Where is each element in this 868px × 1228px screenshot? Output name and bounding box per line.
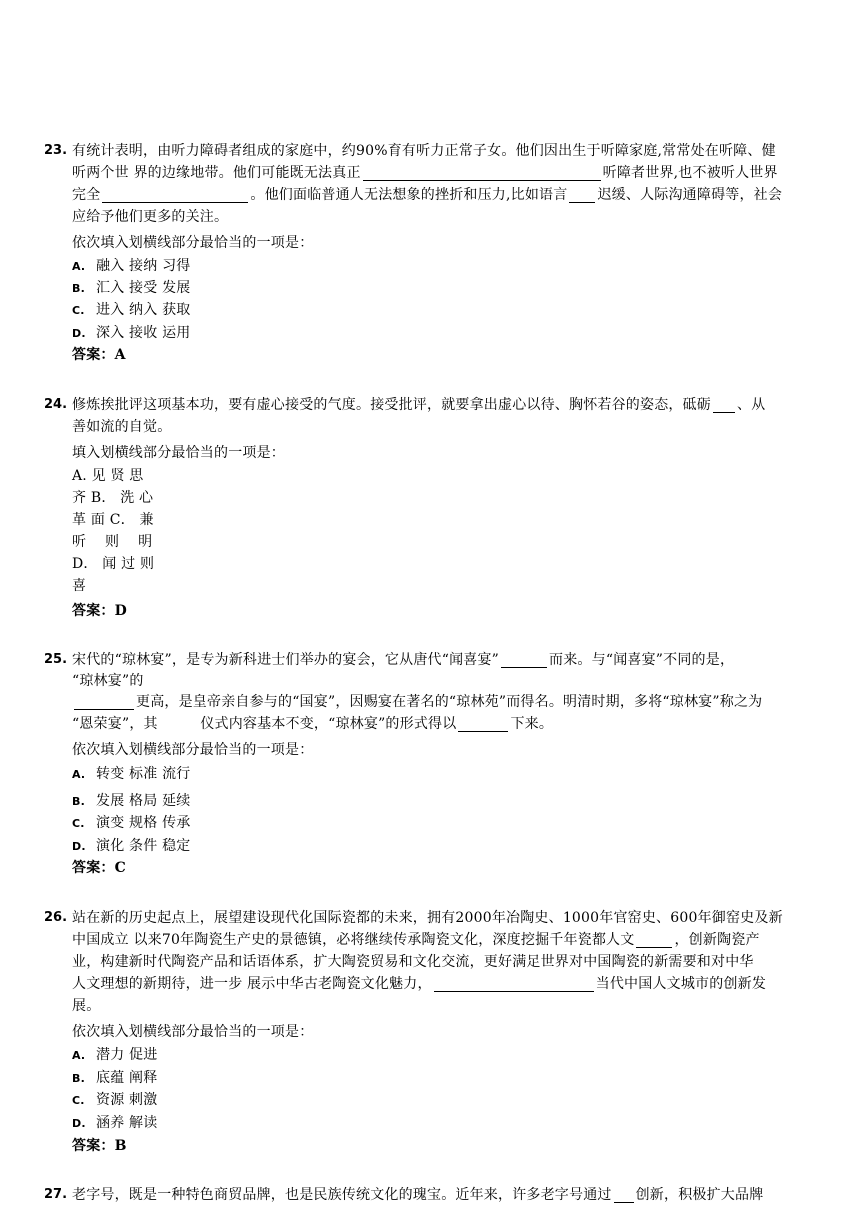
stem-line: 中国成立 以来70年陶瓷生产史的景德镇，必将继续传承陶瓷文化，深度挖掘千年瓷都人文 ，创新陶瓷产 [72,932,760,948]
stem-line: 展。 [72,998,101,1014]
blank-line [614,1186,634,1203]
option-line: 听 则 明 [72,534,153,550]
question-prompt: 依次填入划横线部分最恰当的一项是： [72,235,314,251]
answer-label: 答案：B [72,1138,127,1154]
question-prompt: 填入划横线部分最恰当的一项是： [72,445,285,461]
option-line: 齐 B． 洗 心 [72,490,154,506]
stem-line: 应给予他们更多的关注。 [72,209,229,225]
option-d: D. 涵养 解读 [72,1115,158,1131]
question-number: 23. [44,143,68,158]
answer-label: 答案：D [72,603,127,619]
blank-line [636,931,672,948]
blank-line [458,715,508,732]
option-line: D． 闻 过 则 [72,556,155,572]
stem-line: 更高，是皇帝亲自参与的“国宴”，因赐宴在著名的“琼林苑”而得名。明清时期，多将“琼林宴”称之为 [72,691,762,713]
stem-line: 听两个世 界的边缘地带。他们可能既无法真正 听障者世界,也不被听人世界 [72,165,778,181]
blank-line [102,186,248,203]
option-a: A. 转变 标准 流行 [72,766,191,782]
option-a: A. 潜力 促进 [72,1047,158,1063]
option-b: B. 汇入 接受 发展 [72,280,191,296]
stem-line: 人文理想的新期待，进一步 展示中华古老陶瓷文化魅力， 当代中国人文城市的创新发 [72,976,767,992]
question-number: 27. [44,1187,68,1202]
stem-line: 宋代的“琼林宴”，是专为新科进士们举办的宴会，它从唐代“闻喜宴” 而来。与“闻喜宴”不同的是， [72,652,735,668]
blank-line [363,164,601,181]
blank-line [501,651,547,668]
option-b: B. 底蕴 阐释 [72,1070,158,1086]
stem-line: 善如流的自觉。 [72,419,172,435]
stem-line: 有统计表明，由听力障碍者组成的家庭中，约90%育有听力正常子女。他们因出生于听障家庭,常常处在听障、健 [72,143,776,159]
answer-label: 答案：C [72,860,126,876]
option-d: D. 演化 条件 稳定 [72,838,191,854]
question-prompt: 依次填入划横线部分最恰当的一项是： [72,1024,314,1040]
option-b: B. 发展 格局 延续 [72,793,191,809]
stem-line: 站在新的历史起点上，展望建设现代化国际瓷都的未来，拥有2000年冶陶史、1000年官窑史、600年御窑史及新 [72,910,783,926]
option-line: 喜 [72,578,87,594]
stem-line: 完全 。他们面临普通人无法想象的挫折和压力,比如语言 迟缓、人际沟通障碍等，社会 [72,187,783,203]
question-number: 24. [44,397,68,412]
question-prompt: 依次填入划横线部分最恰当的一项是： [72,742,314,758]
question-number: 26. [44,910,68,925]
option-c: C. 进入 纳入 获取 [72,302,191,318]
option-line: 革 面 C． 兼 [72,512,154,528]
answer-label: 答案：A [72,347,126,363]
stem-line: 业，构建新时代陶瓷产品和话语体系，扩大陶瓷贸易和文化交流，更好满足世界对中国陶瓷的新需要和对中华 [72,954,754,970]
blank-line [74,693,134,710]
stem-line: “恩荣宴”，其 仪式内容基本不变，“琼林宴”的形式得以 下来。 [72,716,554,732]
stem-line: 老字号，既是一种特色商贸品牌，也是民族传统文化的瑰宝。近年来，许多老字号通过 创新，积极扩大品牌 [72,1187,764,1203]
stem-line: 修炼挨批评这项基本功，要有虚心接受的气度。接受批评，就要拿出虚心以待、胸怀若谷的姿态，砥砺 、从 [72,397,766,413]
option-c: C. 演变 规格 传承 [72,815,191,831]
blank-line [713,396,735,413]
blank-line [569,186,595,203]
stem-line: “琼林宴”的 [72,673,144,689]
question-number: 25. [44,652,68,667]
option-a: A. 融入 接纳 习得 [72,258,191,274]
option-d: D. 深入 接收 运用 [72,325,191,341]
option-c: C. 资源 刺激 [72,1092,158,1108]
option-line: A. 见 贤 思 [72,468,144,484]
blank-line [434,975,594,992]
